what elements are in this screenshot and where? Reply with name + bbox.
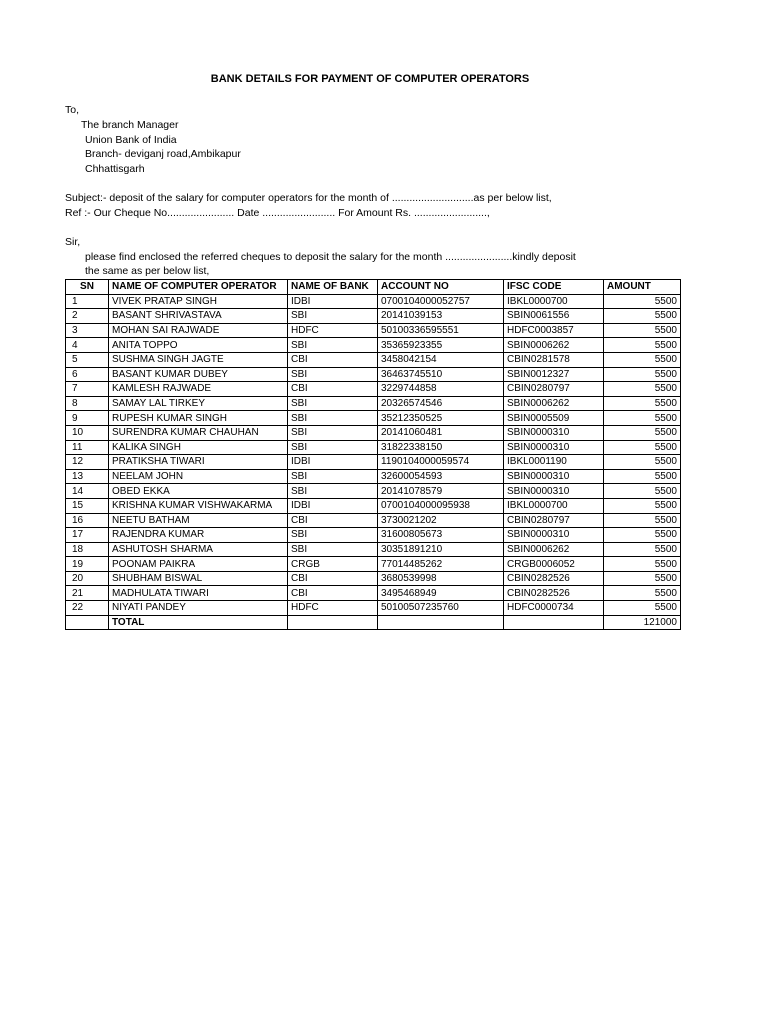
cell-sn: 5 [66,352,109,367]
cell-amount: 5500 [604,571,681,586]
table-row [66,323,681,338]
cell-ifsc-code: IBKL0000700 [504,498,604,513]
cell-account-no: 31600805673 [378,528,504,543]
cell-sn: 14 [66,484,109,499]
cell-sn: 11 [66,440,109,455]
cell-amount: 5500 [604,294,681,309]
cell-sn: 22 [66,601,109,616]
cell-sn: 1 [66,294,109,309]
cell-bank-name: CBI [288,513,378,528]
cell-sn: 9 [66,411,109,426]
cell-amount: 5500 [604,601,681,616]
cell-amount: 5500 [604,440,681,455]
salutation-to: To, [65,104,80,116]
header-operator-name: NAME OF COMPUTER OPERATOR [109,280,288,295]
cell-bank-name: SBI [288,484,378,499]
address-line-2: Union Bank of India [85,134,177,146]
cell-account-no: 20141039153 [378,309,504,324]
table-body [66,294,681,615]
table-row [66,425,681,440]
cell-operator-name: ASHUTOSH SHARMA [109,542,288,557]
cell-account-no: 20326574546 [378,396,504,411]
cell-ifsc-code: IBKL0000700 [504,294,604,309]
cell-account-no: 32600054593 [378,469,504,484]
cell-amount: 5500 [604,557,681,572]
cell-sn: 2 [66,309,109,324]
table-row [66,367,681,382]
cell-amount: 5500 [604,367,681,382]
cell-operator-name: POONAM PAIKRA [109,557,288,572]
total-account-cell [378,615,504,630]
cell-ifsc-code: IBKL0001190 [504,455,604,470]
cell-operator-name: MADHULATA TIWARI [109,586,288,601]
cell-account-no: 36463745510 [378,367,504,382]
cell-bank-name: HDFC [288,601,378,616]
cell-operator-name: SURENDRA KUMAR CHAUHAN [109,425,288,440]
body-line-1: please find enclosed the referred cheques to deposit the salary for the month .......................kindly deposit [85,251,576,263]
cell-operator-name: ANITA TOPPO [109,338,288,353]
table-row [66,528,681,543]
cell-operator-name: BASANT KUMAR DUBEY [109,367,288,382]
cell-amount: 5500 [604,411,681,426]
table-row [66,294,681,309]
header-amount: AMOUNT [604,280,681,295]
cell-amount: 5500 [604,309,681,324]
cell-amount: 5500 [604,513,681,528]
cell-account-no: 0700104000095938 [378,498,504,513]
cell-ifsc-code: CBIN0281578 [504,352,604,367]
cell-operator-name: OBED EKKA [109,484,288,499]
cell-operator-name: KAMLESH RAJWADE [109,382,288,397]
cell-operator-name: NEETU BATHAM [109,513,288,528]
table-row [66,498,681,513]
cell-bank-name: IDBI [288,294,378,309]
cell-operator-name: SUSHMA SINGH JAGTE [109,352,288,367]
table-header-row [66,280,681,295]
cell-account-no: 35212350525 [378,411,504,426]
greeting-sir: Sir, [65,236,81,248]
cell-amount: 5500 [604,396,681,411]
total-bank-cell [288,615,378,630]
body-line-2: the same as per below list, [85,265,210,277]
cell-sn: 3 [66,323,109,338]
table-row [66,440,681,455]
cell-amount: 5500 [604,352,681,367]
cell-operator-name: SHUBHAM BISWAL [109,571,288,586]
total-row [66,615,681,630]
cell-ifsc-code: SBIN0006262 [504,338,604,353]
cell-bank-name: SBI [288,425,378,440]
cell-operator-name: VIVEK PRATAP SINGH [109,294,288,309]
cell-sn: 20 [66,571,109,586]
cell-ifsc-code: SBIN0005509 [504,411,604,426]
cell-sn: 12 [66,455,109,470]
cell-operator-name: BASANT SHRIVASTAVA [109,309,288,324]
table-row [66,352,681,367]
cell-ifsc-code: SBIN0000310 [504,440,604,455]
cell-operator-name: MOHAN SAI RAJWADE [109,323,288,338]
cell-bank-name: CRGB [288,557,378,572]
total-label: TOTAL [109,615,288,630]
payment-table [65,279,681,630]
cell-bank-name: SBI [288,469,378,484]
header-sn: SN [66,280,109,295]
cell-operator-name: KRISHNA KUMAR VISHWAKARMA [109,498,288,513]
reference-line: Ref :- Our Cheque No....................... Date ......................... For Amount Rs. ........................., [65,207,490,219]
address-line-1: The branch Manager [81,119,179,131]
cell-account-no: 20141060481 [378,425,504,440]
cell-account-no: 3229744858 [378,382,504,397]
table-row [66,542,681,557]
cell-account-no: 30351891210 [378,542,504,557]
cell-account-no: 3495468949 [378,586,504,601]
cell-sn: 16 [66,513,109,528]
table-row [66,557,681,572]
table-row [66,382,681,397]
cell-operator-name: NEELAM JOHN [109,469,288,484]
cell-sn: 21 [66,586,109,601]
table-row [66,601,681,616]
cell-amount: 5500 [604,382,681,397]
cell-bank-name: SBI [288,411,378,426]
cell-bank-name: CBI [288,352,378,367]
cell-account-no: 77014485262 [378,557,504,572]
cell-bank-name: SBI [288,338,378,353]
cell-sn: 6 [66,367,109,382]
cell-ifsc-code: SBIN0012327 [504,367,604,382]
cell-bank-name: CBI [288,586,378,601]
cell-operator-name: PRATIKSHA TIWARI [109,455,288,470]
cell-ifsc-code: CRGB0006052 [504,557,604,572]
cell-amount: 5500 [604,484,681,499]
table-row [66,484,681,499]
table-row [66,411,681,426]
cell-bank-name: IDBI [288,455,378,470]
cell-amount: 5500 [604,528,681,543]
cell-amount: 5500 [604,323,681,338]
header-bank-name: NAME OF BANK [288,280,378,295]
cell-bank-name: SBI [288,440,378,455]
cell-account-no: 3730021202 [378,513,504,528]
cell-account-no: 0700104000052757 [378,294,504,309]
subject-line: Subject:- deposit of the salary for computer operators for the month of ............................as per below list, [65,192,552,204]
cell-ifsc-code: SBIN0000310 [504,484,604,499]
table-row [66,455,681,470]
cell-bank-name: SBI [288,396,378,411]
table-row [66,309,681,324]
cell-account-no: 31822338150 [378,440,504,455]
cell-operator-name: KALIKA SINGH [109,440,288,455]
cell-ifsc-code: HDFC0000734 [504,601,604,616]
cell-bank-name: SBI [288,528,378,543]
table-row [66,469,681,484]
cell-sn: 7 [66,382,109,397]
document-title: BANK DETAILS FOR PAYMENT OF COMPUTER OPERATORS [210,73,530,85]
cell-bank-name: SBI [288,309,378,324]
cell-ifsc-code: CBIN0282526 [504,586,604,601]
cell-ifsc-code: HDFC0003857 [504,323,604,338]
cell-operator-name: NIYATI PANDEY [109,601,288,616]
cell-account-no: 3680539998 [378,571,504,586]
cell-bank-name: SBI [288,367,378,382]
cell-account-no: 1190104000059574 [378,455,504,470]
cell-bank-name: IDBI [288,498,378,513]
cell-ifsc-code: SBIN0000310 [504,425,604,440]
cell-ifsc-code: CBIN0282526 [504,571,604,586]
cell-account-no: 35365923355 [378,338,504,353]
table-row [66,338,681,353]
total-ifsc-cell [504,615,604,630]
cell-ifsc-code: SBIN0061556 [504,309,604,324]
cell-amount: 5500 [604,425,681,440]
cell-amount: 5500 [604,586,681,601]
cell-bank-name: SBI [288,542,378,557]
cell-amount: 5500 [604,498,681,513]
header-ifsc-code: IFSC CODE [504,280,604,295]
cell-bank-name: CBI [288,571,378,586]
cell-sn: 13 [66,469,109,484]
cell-bank-name: HDFC [288,323,378,338]
cell-sn: 8 [66,396,109,411]
cell-sn: 18 [66,542,109,557]
cell-ifsc-code: CBIN0280797 [504,513,604,528]
table-row [66,571,681,586]
cell-account-no: 50100507235760 [378,601,504,616]
cell-ifsc-code: SBIN0006262 [504,542,604,557]
cell-ifsc-code: SBIN0006262 [504,396,604,411]
cell-bank-name: CBI [288,382,378,397]
cell-account-no: 50100336595551 [378,323,504,338]
cell-account-no: 3458042154 [378,352,504,367]
cell-operator-name: RUPESH KUMAR SINGH [109,411,288,426]
cell-sn: 10 [66,425,109,440]
cell-ifsc-code: CBIN0280797 [504,382,604,397]
table-row [66,586,681,601]
cell-ifsc-code: SBIN0000310 [504,528,604,543]
cell-operator-name: SAMAY LAL TIRKEY [109,396,288,411]
address-line-3: Branch- deviganj road,Ambikapur [85,148,241,160]
cell-ifsc-code: SBIN0000310 [504,469,604,484]
total-sn-cell [66,615,109,630]
table-row [66,513,681,528]
table-row [66,396,681,411]
cell-account-no: 20141078579 [378,484,504,499]
cell-sn: 15 [66,498,109,513]
cell-amount: 5500 [604,469,681,484]
cell-amount: 5500 [604,338,681,353]
cell-sn: 4 [66,338,109,353]
cell-amount: 5500 [604,542,681,557]
total-amount: 121000 [604,615,681,630]
address-line-4: Chhattisgarh [85,163,145,175]
cell-amount: 5500 [604,455,681,470]
cell-operator-name: RAJENDRA KUMAR [109,528,288,543]
header-account-no: ACCOUNT NO [378,280,504,295]
cell-sn: 19 [66,557,109,572]
cell-sn: 17 [66,528,109,543]
